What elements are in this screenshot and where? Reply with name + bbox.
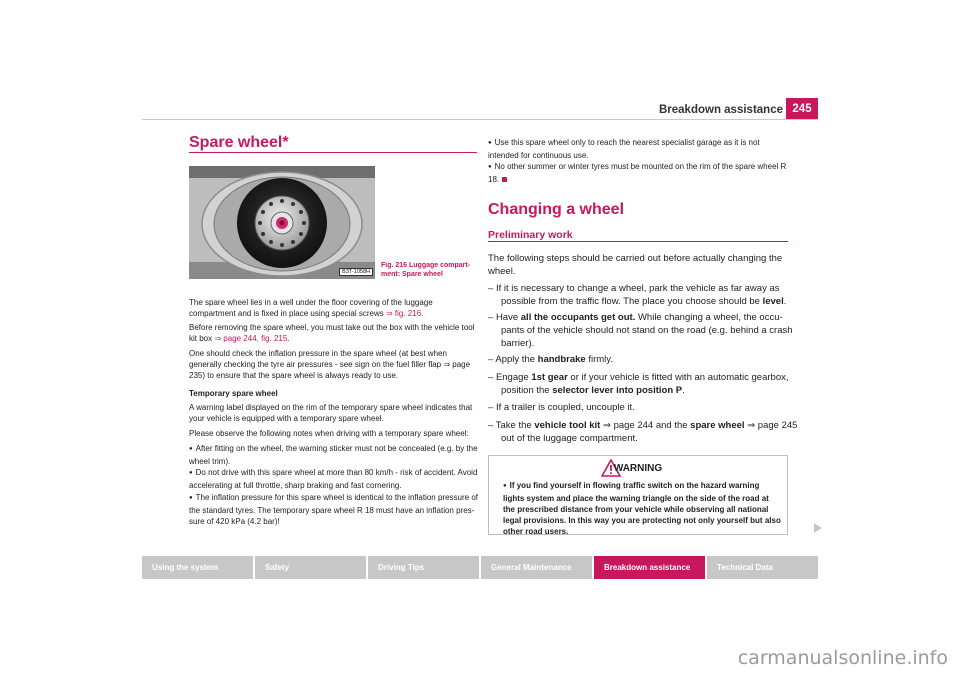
paragraph-observe-notes: Please observe the following notes when driving with a temporary spare wheel: xyxy=(189,429,469,438)
bullet-text: ● No other summer or winter tyres must be mounted on the rim of the spare wheel R 18. xyxy=(488,162,786,184)
tab-technical-data[interactable]: Technical Data xyxy=(707,556,818,579)
running-header-title: Breakdown assistance xyxy=(658,104,783,116)
step-bold: vehicle tool kit xyxy=(534,420,601,431)
bullet-item-last xyxy=(488,161,788,185)
step-item: – Apply the handbrake firmly. xyxy=(488,354,613,365)
intro-paragraph: The following steps should be carried out before actually changing the wheel. xyxy=(488,253,783,277)
tab-breakdown-assistance[interactable]: Breakdown assistance xyxy=(594,556,707,579)
warning-title: WARNING xyxy=(613,463,663,474)
step-item: – Engage 1st gear or if your vehicle is fitted with an automatic gearbox, position the selector lever into position P. xyxy=(488,372,789,396)
paragraph-spare-wheel-location xyxy=(189,297,479,319)
step-text: If it is necessary to change a wheel, park the vehicle as far away as possible from the traffic flow. The place you choose should be xyxy=(495,283,780,307)
step-bold: handbrake xyxy=(537,354,586,365)
step-text: While changing a wheel, the occu-pants of the vehicle should not stand on the road (e.g. behind a crash barrier). xyxy=(501,312,793,349)
step-text: Have xyxy=(495,312,521,323)
paragraph-text: . xyxy=(421,309,424,318)
section-title-spare-wheel: Spare wheel* xyxy=(189,134,289,151)
spare-wheel-illustration xyxy=(189,166,375,279)
section-end-marker xyxy=(502,177,507,182)
spare-wheel-figure xyxy=(189,166,375,279)
warning-box xyxy=(488,455,788,535)
step-item: – Have all the occupants get out. While changing a wheel, the occu-pants of the vehicle should not stand on the road (e.g. behind a crash barrier). xyxy=(488,312,793,349)
step-text: firmly. xyxy=(585,354,613,365)
paragraph-warning-label: A warning label displayed on the rim of the temporary spare wheel indicates that your vehicle is equipped with a temporary spare wheel. xyxy=(189,403,473,423)
step-text: . xyxy=(682,385,685,396)
step-text: Take the xyxy=(495,420,535,431)
step-text: If a trailer is coupled, uncouple it. xyxy=(495,402,635,413)
figure-link[interactable]: ⇒ fig. 216 xyxy=(385,309,422,318)
step-bold: spare wheel xyxy=(690,420,745,431)
step-text: Apply the xyxy=(495,354,538,365)
paragraph-text: Before removing the spare wheel, you must take out the box with the vehicle tool kit box xyxy=(189,323,475,343)
section-title-underline xyxy=(189,152,477,153)
warning-text: ● If you find yourself in flowing traffic switch on the hazard warning lights system and place the warning triangle on the side of the road at the prescribed distance from your vehicle while observing all national legal provisions. In this way you are protecting not only yourself but also other road users. xyxy=(503,480,781,537)
tab-using-the-system[interactable]: Using the system xyxy=(142,556,255,579)
step-item: – Take the vehicle tool kit ⇒ page 244 and the spare wheel ⇒ page 245 out of the luggage compartment. xyxy=(488,420,798,444)
figure-code: B3T-1058H xyxy=(339,268,373,276)
paragraph-text: . xyxy=(287,334,290,343)
tab-driving-tips[interactable]: Driving Tips xyxy=(368,556,481,579)
header-divider xyxy=(142,119,818,120)
step-text: ⇒ page 245 out of the luggage compartment. xyxy=(501,420,798,444)
paragraph-text: The spare wheel lies in a well under the floor covering of the luggage compartment and is fixed in place using special screws xyxy=(189,298,433,318)
page-number: 245 xyxy=(786,98,818,120)
step-bold: level xyxy=(762,296,784,307)
step-bold: all the occupants get out. xyxy=(520,312,636,323)
bullet-item: ● The inflation pressure for this spare wheel is identical to the inflation pressure of the standard tyres. The temporary spare wheel R 18 must have an inflation pres-sure of 420 kPa (4.2 bar)! xyxy=(189,492,479,527)
tab-safety[interactable]: Safety xyxy=(255,556,368,579)
page-link[interactable]: ⇒ page 244, fig. 215 xyxy=(214,334,288,343)
chapter-nav-bar xyxy=(142,556,818,579)
figure-caption: Fig. 216 Luggage compart-ment: Spare wheel xyxy=(381,262,471,278)
step-item: – If it is necessary to change a wheel, park the vehicle as far away as possible from the traffic flow. The place you choose should be level. xyxy=(488,283,787,307)
subsection-title-preliminary-work: Preliminary work xyxy=(488,229,573,241)
bullet-item: ● Do not drive with this spare wheel at more than 80 km/h - risk of accident. Avoid accelerating at full throttle, sharp braking and fast cornering. xyxy=(189,467,479,491)
bullet-item: ● Use this spare wheel only to reach the nearest specialist garage as it is not intended for continuous use. xyxy=(488,137,788,161)
section-title-changing-wheel: Changing a wheel xyxy=(488,201,625,218)
paragraph-inflation-pressure: One should check the inflation pressure in the spare wheel (at best when generally checking the tyre air pressures - see sign on the fuel filler flap ⇒ page 235) to ensure that the spare wheel is always ready to use. xyxy=(189,349,471,380)
subsection-underline xyxy=(488,241,788,242)
step-text: ⇒ page 244 and the xyxy=(600,420,691,431)
step-text: Engage xyxy=(495,372,532,383)
next-page-arrow-icon[interactable] xyxy=(813,522,823,534)
bullet-item: ● After fitting on the wheel, the warning sticker must not be concealed (e.g. by the wheel trim). xyxy=(189,443,479,467)
subheading-temporary-spare-wheel: Temporary spare wheel xyxy=(189,389,278,398)
tab-general-maintenance[interactable]: General Maintenance xyxy=(481,556,594,579)
step-item: – If a trailer is coupled, uncouple it. xyxy=(488,402,635,413)
step-text: or if your vehicle is fitted with an automatic gearbox, position the xyxy=(501,372,789,396)
watermark: carmanualsonline.info xyxy=(737,647,948,669)
step-text: . xyxy=(783,296,787,307)
step-bold: 1st gear xyxy=(531,372,568,383)
paragraph-remove-tool-kit xyxy=(189,322,479,344)
step-bold: selector lever into position P xyxy=(552,385,683,396)
